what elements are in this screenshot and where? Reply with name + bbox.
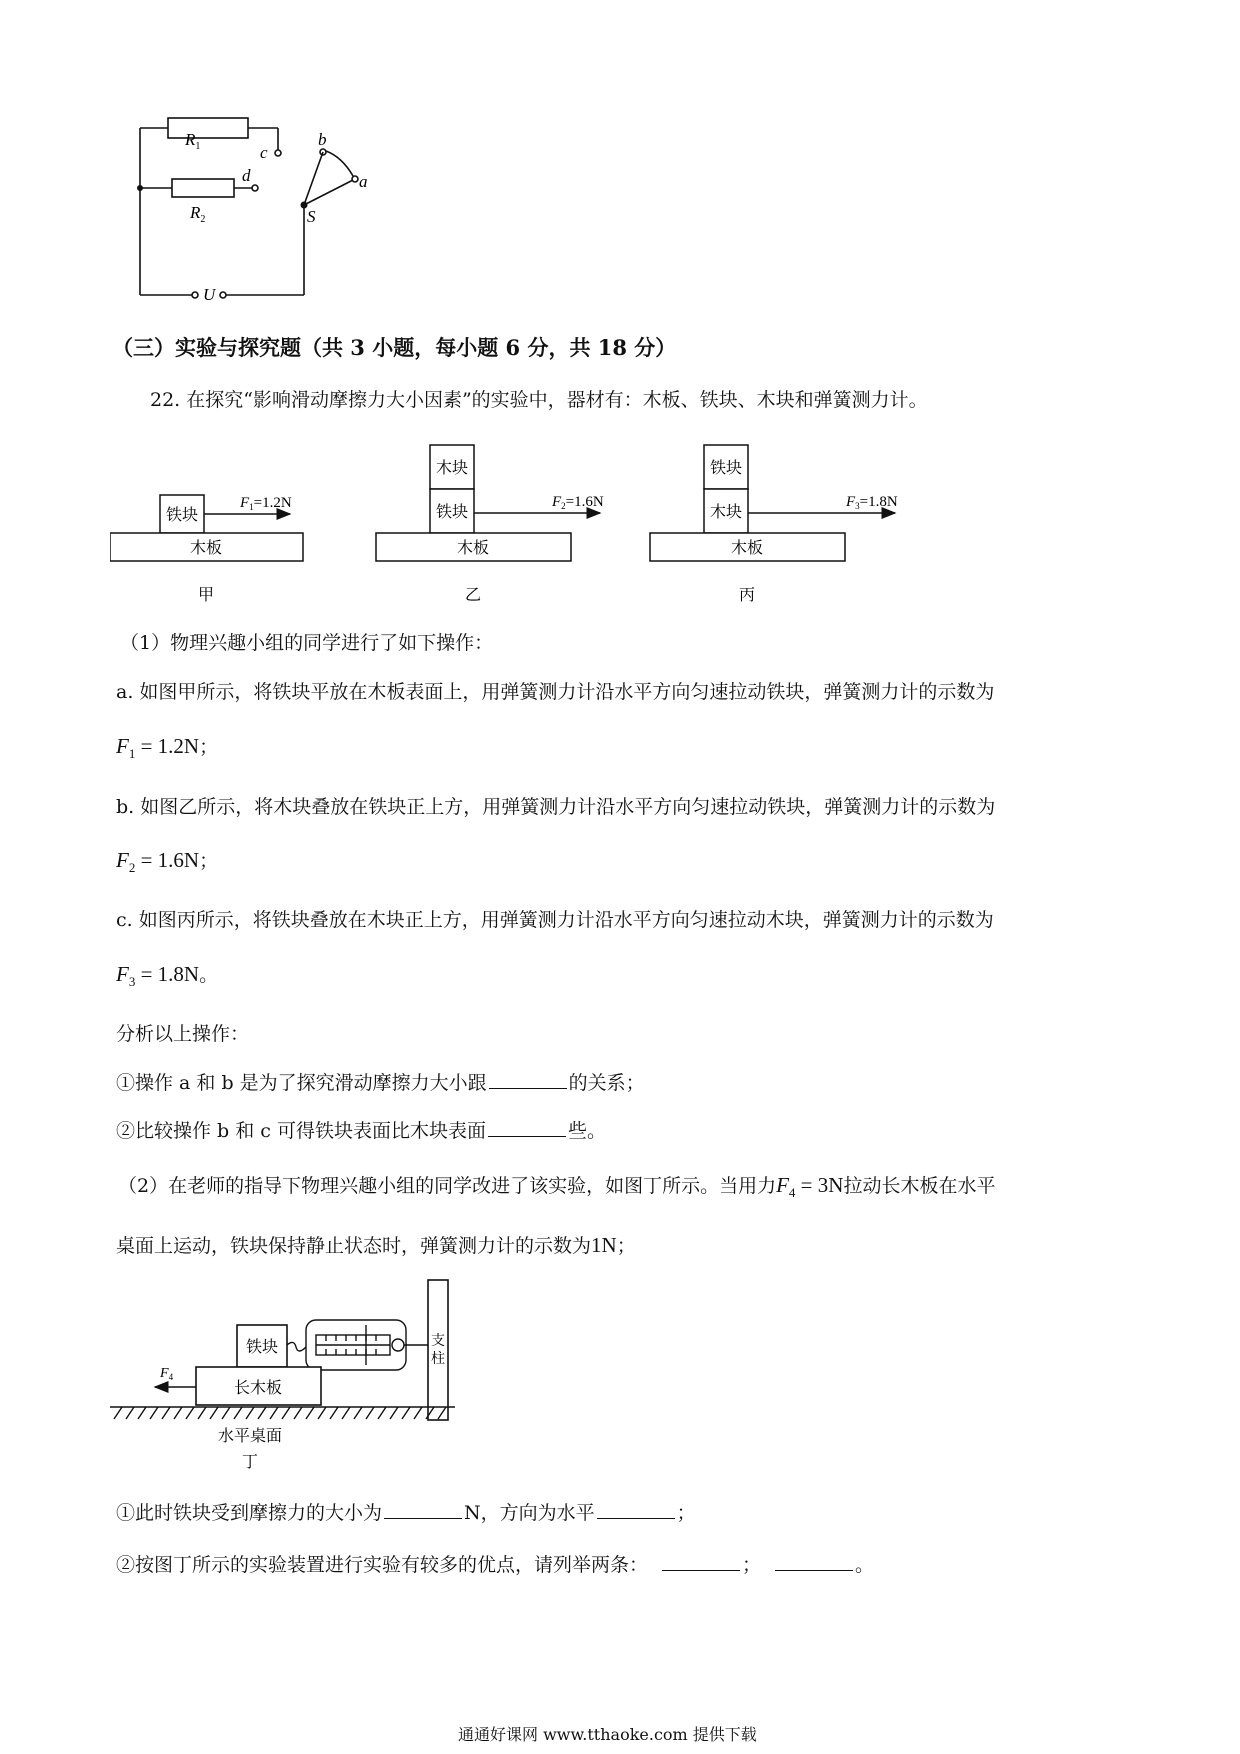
part1-question-2: ②比较操作 b 和 c 可得铁块表面比木块表面 些。 — [116, 1120, 606, 1142]
svg-text:木板: 木板 — [730, 538, 764, 557]
figure-yi — [376, 445, 604, 604]
figure-jia — [110, 495, 303, 604]
svg-text:水平桌面: 水平桌面 — [217, 1426, 283, 1445]
svg-text:铁块: 铁块 — [165, 505, 199, 524]
part2-question-1: ①此时铁块受到摩擦力的大小为 N，方向为水平 ； — [116, 1502, 696, 1524]
step-b-text: b. 如图乙所示，将木块叠放在铁块正上方，用弹簧测力计沿水平方向匀速拉动铁块，弹簧测力计的示数为 — [116, 796, 996, 818]
spring-scale — [306, 1320, 428, 1370]
step-c-text: c. 如图丙所示，将铁块叠放在木块正上方，用弹簧测力计沿水平方向匀速拉动木块，弹簧测力计的示数为 — [116, 909, 994, 931]
page-footer: 通通好课网 www.tthaoke.com 提供下载 — [458, 1725, 757, 1744]
svg-text:F2=1.6N: $F_2=1.6N$ — [552, 494, 604, 511]
part2-line1: （2）在老师的指导下物理兴趣小组的同学改进了该实验，如图丁所示。当用力$F_4 = 3N$拉动长木板在水平 — [118, 1173, 996, 1201]
friction-figures — [110, 435, 950, 615]
svg-text:F3=1.8N: $F_3=1.8N$ — [846, 494, 898, 511]
label-c: c — [260, 143, 268, 162]
part1-title: （1）物理兴趣小组的同学进行了如下操作： — [120, 632, 494, 654]
part2-question-2: ②按图丁所示的实验装置进行实验有较多的优点，请列举两条： ； 。 — [116, 1554, 875, 1576]
svg-text:F4: $F_4$ — [160, 1366, 174, 1382]
answer-blank-6[interactable] — [775, 1552, 853, 1571]
svg-text:木板: 木板 — [456, 538, 490, 557]
label-r1: $R_1$ — [185, 130, 201, 152]
answer-blank-2[interactable] — [488, 1118, 566, 1137]
figure-bing — [650, 445, 898, 604]
support-post — [428, 1280, 448, 1420]
part2-line2: 桌面上运动，铁块保持静止状态时，弹簧测力计的示数为1N； — [116, 1233, 636, 1257]
step-c-formula: $F_3 = 1.8N$。 — [116, 962, 219, 990]
answer-blank-1[interactable] — [489, 1070, 567, 1089]
svg-text:木块: 木块 — [709, 502, 743, 521]
svg-text:铁块: 铁块 — [435, 502, 469, 521]
answer-blank-4[interactable] — [597, 1500, 675, 1519]
question-intro: 22. 在探究“影响滑动摩擦力大小因素”的实验中，器材有：木板、铁块、木块和弹簧测力计。 — [150, 389, 928, 411]
analysis-label: 分析以上操作： — [116, 1023, 250, 1045]
label-s: S — [307, 207, 316, 226]
svg-text:支: 支 — [431, 1333, 445, 1349]
svg-text:木块: 木块 — [435, 458, 469, 477]
table-surface — [110, 1407, 455, 1419]
step-a-text: a. 如图甲所示，将铁块平放在木板表面上，用弹簧测力计沿水平方向匀速拉动铁块，弹簧测力计的示数为 — [116, 681, 995, 703]
figure-ding — [110, 1275, 470, 1490]
answer-blank-3[interactable] — [384, 1500, 462, 1519]
label-d: d — [242, 166, 251, 185]
step-b-formula: $F_2 = 1.6N$； — [116, 848, 219, 876]
svg-text:铁块: 铁块 — [709, 458, 743, 477]
answer-blank-5[interactable] — [662, 1552, 740, 1571]
label-b: b — [318, 130, 327, 149]
label-r2: $R_2$ — [190, 203, 206, 225]
svg-text:丁: 丁 — [241, 1452, 259, 1471]
resistor-r2 — [172, 179, 234, 197]
step-a-formula: $F_1 = 1.2N$； — [116, 734, 219, 762]
svg-text:柱: 柱 — [431, 1351, 445, 1367]
svg-text:甲: 甲 — [197, 585, 215, 604]
svg-text:乙: 乙 — [464, 585, 482, 604]
svg-text:木板: 木板 — [189, 538, 223, 557]
resistor-r1 — [168, 118, 248, 138]
label-u: U — [203, 285, 216, 304]
section-header: （三）实验与探究题（共 3 小题，每小题 6 分，共 18 分） — [112, 335, 677, 360]
svg-text:丙: 丙 — [738, 585, 756, 604]
label-a: a — [359, 172, 368, 191]
circuit-diagram — [120, 95, 440, 310]
svg-text:铁块: 铁块 — [245, 1337, 279, 1356]
svg-text:长木板: 长木板 — [233, 1378, 283, 1397]
part1-question-1: ①操作 a 和 b 是为了探究滑动摩擦力大小跟 的关系； — [116, 1072, 645, 1094]
svg-text:F1=1.2N: $F_1=1.2N$ — [240, 495, 292, 512]
